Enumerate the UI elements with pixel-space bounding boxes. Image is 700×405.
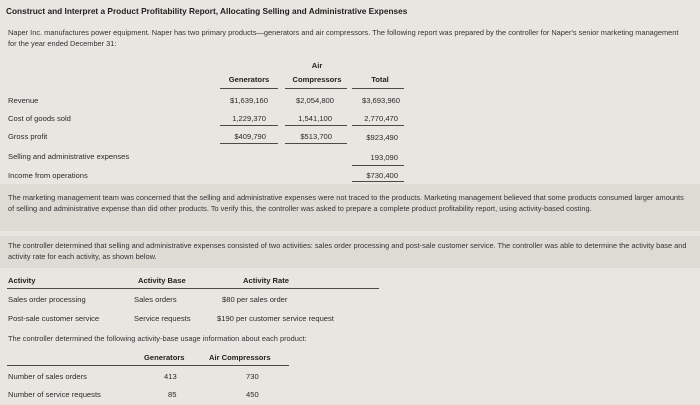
- usage-row-1-generators: 413: [164, 372, 177, 381]
- usage-row-1-air: 730: [246, 372, 259, 381]
- row-gross-profit-compressors: $513,700: [300, 132, 332, 141]
- row-revenue-label: Revenue: [8, 96, 39, 105]
- usage-row-2-label: Number of service requests: [8, 390, 101, 399]
- usage-row-1-label: Number of sales orders: [8, 372, 87, 381]
- activity-base-header: Activity Base: [138, 276, 186, 285]
- page-title: Construct and Interpret a Product Profitability Report, Allocating Selling and Administrative Expenses: [6, 6, 408, 16]
- usage-row-2-generators: 85: [168, 390, 177, 399]
- activity-row-1-name: Sales order processing: [8, 295, 86, 304]
- usage-intro: The controller determined the following activity-base usage information about each product:: [8, 334, 307, 343]
- activity-row-2-base: Service requests: [134, 314, 191, 323]
- usage-header-generators: Generators: [144, 353, 185, 362]
- header-air: Air: [311, 61, 323, 70]
- activity-row-1-rate: $80 per sales order: [222, 295, 288, 304]
- row-revenue-generators: $1,639,160: [229, 96, 268, 105]
- row-sga-total: 193,090: [370, 153, 398, 162]
- activity-row-2-rate: $190 per customer service request: [217, 314, 334, 323]
- row-cogs-label: Cost of goods sold: [8, 114, 71, 123]
- activity-row-2-name: Post-sale customer service: [8, 314, 100, 323]
- usage-header-air: Air Compressors: [209, 353, 271, 362]
- row-sga-label: Selling and administrative expenses: [8, 152, 130, 161]
- usage-row-2-air: 450: [246, 390, 259, 399]
- row-gross-profit-generators: $409,790: [234, 132, 266, 141]
- row-cogs-total: 2,770,470: [364, 114, 398, 123]
- row-income-total: $730,400: [366, 171, 398, 180]
- activity-header: Activity: [8, 276, 36, 285]
- header-generators: Generators: [228, 75, 270, 84]
- activity-row-1-base: Sales orders: [134, 295, 177, 304]
- activity-rate-header: Activity Rate: [243, 276, 290, 285]
- header-total: Total: [371, 75, 389, 84]
- header-compressors: Compressors: [292, 75, 342, 84]
- row-gross-profit-total: $923,490: [366, 133, 398, 142]
- row-cogs-compressors: 1,541,100: [298, 114, 332, 123]
- row-revenue-total: $3,693,960: [361, 96, 400, 105]
- determined-paragraph: The controller determined that selling and administrative expenses consisted of two activities: sales order processing and post-sale customer service. The controller was able to determine the activity base and activity rate for each activity, as shown below.: [8, 241, 687, 261]
- concern-paragraph: The marketing management team was concerned that the selling and administrative expenses were not traced to the products. Marketing management believed that some products consumed larger amounts of selling and administrative expense than did other products. To verify this, the controller was asked to prepare a complete product profitability report, using activity-based costing.: [8, 193, 684, 213]
- row-gross-profit-label: Gross profit: [8, 132, 48, 141]
- intro-paragraph: Naper Inc. manufactures power equipment. Naper has two primary products—generators and air compressors. The following report was prepared by the controller for Naper's senior marketing management for the year ended December 31:: [8, 28, 679, 48]
- row-revenue-compressors: $2,054,800: [295, 96, 334, 105]
- row-cogs-generators: 1,229,370: [232, 114, 266, 123]
- row-income-label: Income from operations: [8, 171, 88, 180]
